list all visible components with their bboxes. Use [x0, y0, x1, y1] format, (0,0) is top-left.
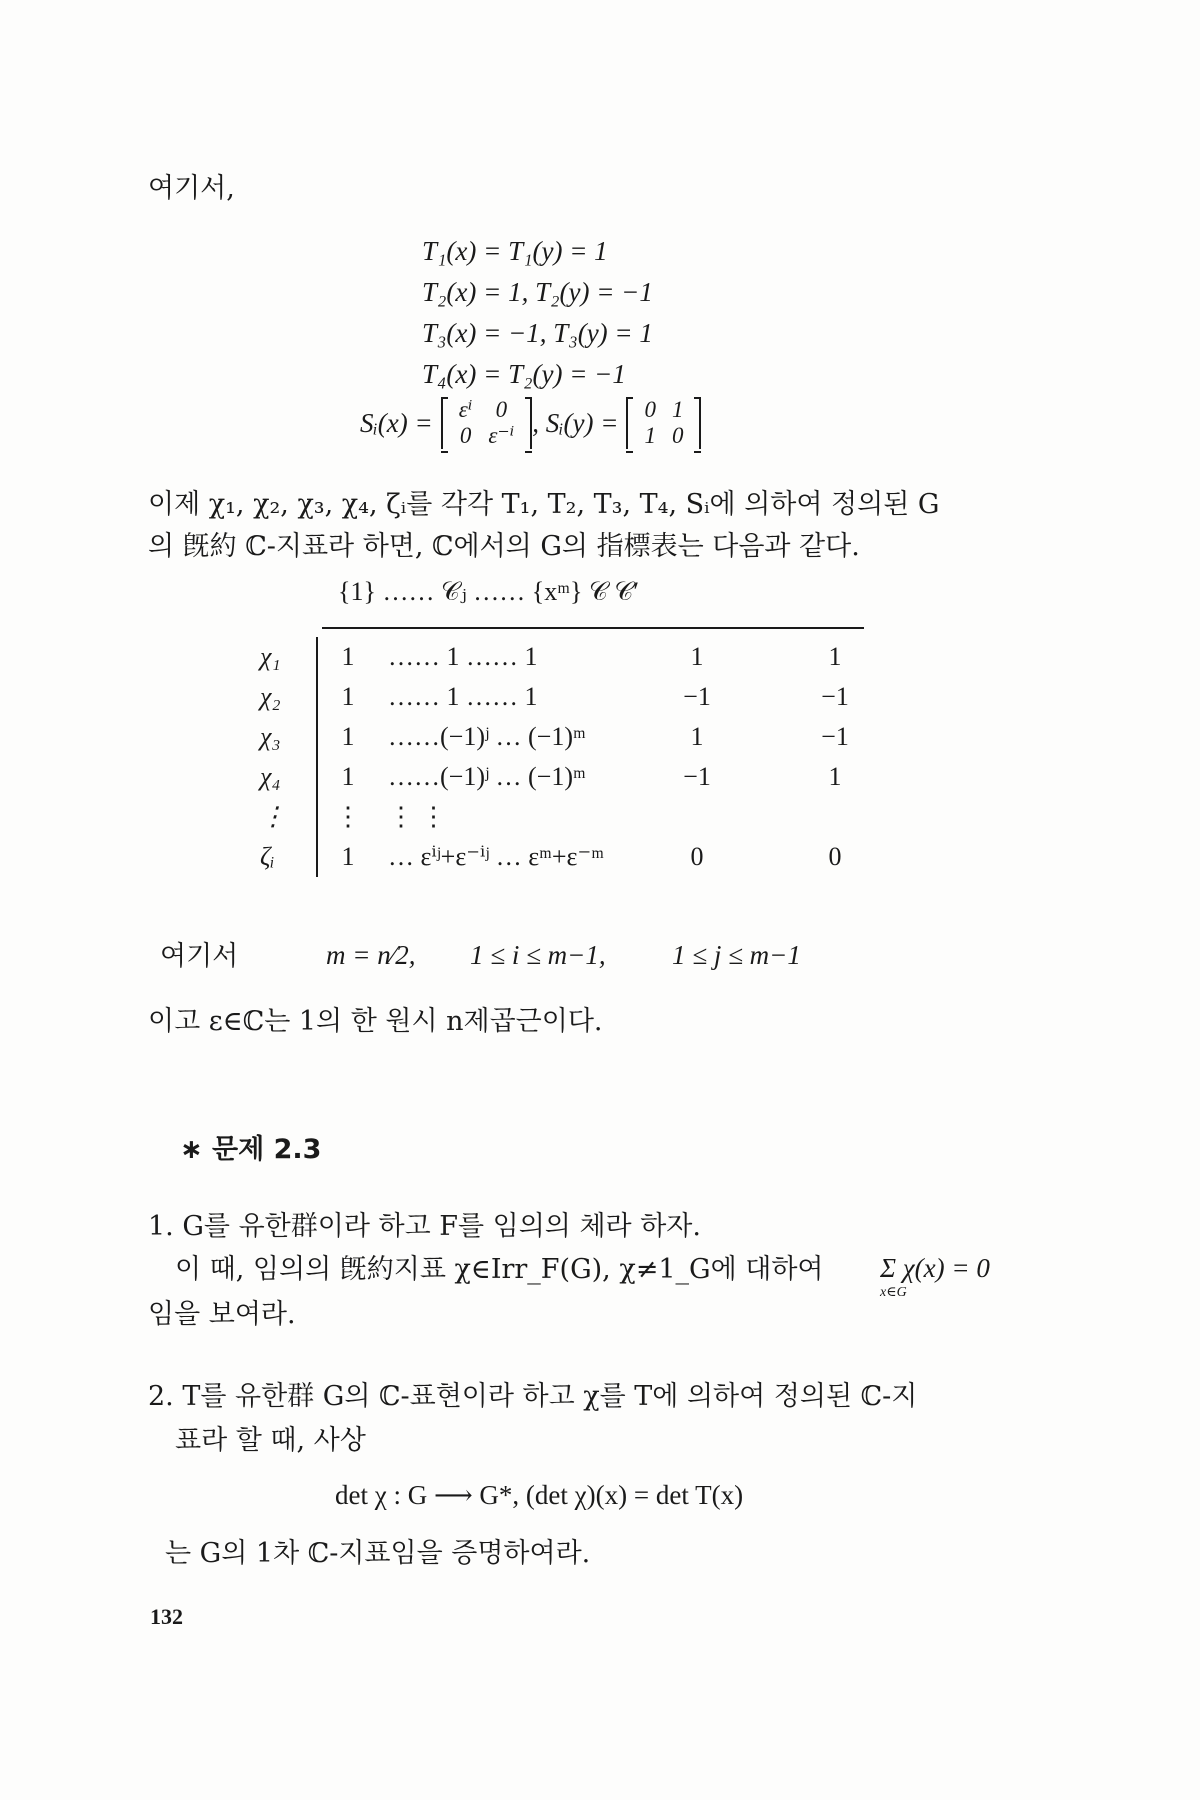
equation-t2: T₂(x) = 1, T₂(y) = −1	[422, 277, 653, 307]
equation-t4: T₄(x) = T₂(y) = −1	[422, 359, 626, 389]
cell: −1	[821, 682, 849, 711]
cell: ⋮ ⋮	[388, 802, 447, 831]
s-y-matrix	[626, 397, 701, 449]
matrix-cell: 1	[644, 423, 656, 448]
table-row	[260, 797, 904, 837]
where-word: 여기서	[160, 941, 239, 972]
problem-1-line-3: 임을 보여라.	[148, 1299, 296, 1330]
s-matrices	[360, 388, 701, 458]
row-label: ζᵢ	[260, 837, 317, 877]
row-label: χ₃	[260, 717, 317, 757]
character-table	[260, 637, 905, 877]
s-x-label: Sᵢ(x) =	[360, 407, 433, 438]
table-row	[260, 717, 904, 757]
cell: 1	[341, 842, 355, 871]
s-y-label: , Sᵢ(y) =	[532, 407, 619, 438]
row-label: χ₄	[260, 757, 317, 797]
matrix-cell: 1	[671, 397, 684, 422]
cell: …… 1 …… 1	[388, 642, 538, 671]
problem-2-line-2: 표라 할 때, 사상	[175, 1425, 366, 1456]
condition-i: 1 ≤ i ≤ m−1,	[470, 940, 606, 970]
cell: ……(−1)ʲ … (−1)ᵐ	[388, 762, 586, 791]
table-row	[260, 677, 904, 717]
row-label: ⋮	[260, 797, 317, 837]
cell: …… 1 …… 1	[388, 682, 538, 711]
cell: 1	[341, 762, 355, 791]
cell	[628, 797, 766, 837]
matrix-cell: ε⁻ⁱ	[488, 423, 515, 448]
matrix-cell: 0	[671, 423, 684, 448]
equation-t1: T₁(x) = T₁(y) = 1	[422, 236, 608, 266]
cell: −1	[683, 762, 711, 791]
sum-subscript: x∈G	[880, 1285, 907, 1300]
cell	[766, 797, 904, 837]
cell: 0	[828, 842, 842, 871]
problem-1-line-1: 1. G를 유한群이라 하고 F를 임의의 체라 하자.	[148, 1211, 701, 1242]
cell: 1	[341, 722, 355, 751]
page-number: 132	[150, 1604, 183, 1629]
problem-2-line-3: 는 G의 1차 ℂ-지표임을 증명하여라.	[165, 1538, 591, 1569]
cell: −1	[821, 722, 849, 751]
row-label: χ₁	[260, 637, 317, 677]
problem-heading: ∗ 문제 2.3	[180, 1134, 322, 1165]
cell: 1	[341, 682, 355, 711]
table-row	[260, 757, 904, 797]
epsilon-line: 이고 ε∈ℂ는 1의 한 원시 n제곱근이다.	[148, 1006, 603, 1037]
matrix-cell: 0	[495, 397, 508, 422]
matrix-cell: 0	[644, 397, 656, 422]
m-definition: m = n⁄2,	[326, 940, 416, 970]
det-formula: det χ : G ⟶ G*, (det χ)(x) = det T(x)	[335, 1480, 744, 1510]
table-row	[260, 837, 904, 877]
row-label: χ₂	[260, 677, 317, 717]
cell: −1	[683, 682, 711, 711]
intro-word: 여기서,	[148, 173, 235, 204]
cell: 1	[690, 722, 704, 751]
matrix-cell: εⁱ	[458, 397, 473, 422]
problem-1-line-2: 이 때, 임의의 旣約지표 χ∈Irr_F(G), χ≠1_G에 대하여	[175, 1254, 824, 1285]
table-header-rule	[322, 627, 864, 629]
table-row	[260, 637, 904, 677]
cell: 1	[341, 642, 355, 671]
cell: ⋮	[335, 802, 361, 831]
cell: 1	[828, 642, 842, 671]
s-x-matrix	[441, 397, 533, 449]
condition-j: 1 ≤ j ≤ m−1	[672, 940, 801, 970]
problem-2-line-1: 2. T를 유한群 G의 ℂ-표현이라 하고 χ를 T에 의하여 정의된 ℂ-지	[148, 1381, 918, 1412]
paragraph-1-line-1: 이제 χ₁, χ₂, χ₃, χ₄, ζᵢ를 각각 T₁, T₂, T₃, T₄, Sᵢ에 의하여 정의된 G	[148, 489, 940, 520]
paragraph-1-line-2: 의 旣約 ℂ-지표라 하면, ℂ에서의 G의 指標表는 다음과 같다.	[148, 531, 860, 562]
cell: ……(−1)ʲ … (−1)ᵐ	[388, 722, 586, 751]
cell: 0	[690, 842, 704, 871]
matrix-cell: 0	[459, 423, 472, 448]
table-header: {1} …… 𝒞ⱼ …… {xᵐ} 𝒞 𝒞′	[338, 577, 640, 606]
cell: 1	[690, 642, 704, 671]
cell: … εⁱʲ+ε⁻ⁱʲ … εᵐ+ε⁻ᵐ	[388, 842, 604, 871]
equation-t3: T₃(x) = −1, T₃(y) = 1	[422, 318, 653, 348]
cell: 1	[828, 762, 842, 791]
sum-expression: Σ χ(x) = 0	[880, 1253, 990, 1283]
